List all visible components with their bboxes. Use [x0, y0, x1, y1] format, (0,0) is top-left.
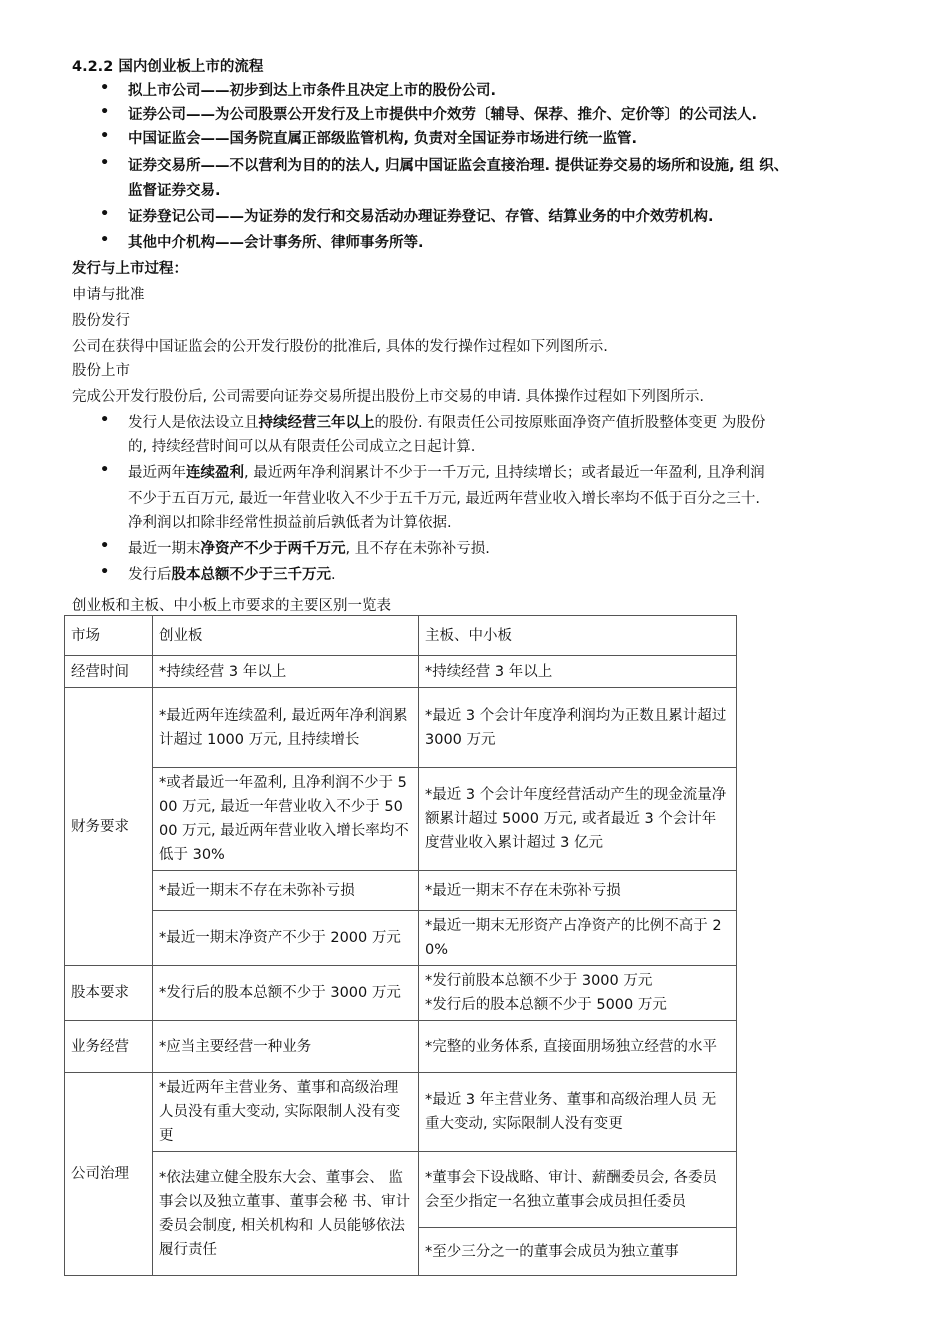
- table-row: [65, 911, 737, 966]
- table-cell: *应当主要经营一种业务: [153, 1021, 419, 1073]
- list-item-text: 监督证券交易.: [128, 183, 221, 199]
- list-item-text: 其他中介机构——会计事务所、律师事务所等.: [128, 235, 424, 251]
- step-listing-desc: 完成公开发行股份后, 公司需要向证券交易所提出股份上市交易的申请. 具体操作过程如下列图所示.: [72, 389, 705, 405]
- table-cell: *最近一期末不存在未弥补亏损: [419, 871, 737, 911]
- bullet-icon: •: [100, 564, 110, 580]
- bullet-icon: •: [100, 412, 110, 428]
- step-issue: 股份发行: [72, 313, 130, 329]
- table-cell: *或者最近一年盈利, 且净利润不少于 500 万元, 最近一年营业收入不少于 5000 万元, 最近两年营业收入增长率均不低于 30%: [153, 768, 419, 871]
- table-cell: *最近 3 年主营业务、董事和高级治理人员 无重大变动, 实际限制人没有变更: [419, 1073, 737, 1152]
- row-label: 公司治理: [65, 1073, 153, 1276]
- table-cell: *最近两年连续盈利, 最近两年净利润累计超过 1000 万元, 且持续增长: [153, 688, 419, 768]
- section-heading: 4.2.2 国内创业板上市的流程: [72, 59, 264, 75]
- list-item-text: 不少于五百万元, 最近一年营业收入不少于五千万元, 最近两年营业收入增长率均不低于百分之三十.: [128, 491, 761, 507]
- table-row: [65, 871, 737, 911]
- bullet-icon: •: [100, 206, 110, 222]
- table-cell: *完整的业务体系, 直接面朋场独立经营的水平: [419, 1021, 737, 1073]
- list-item-text: 证券交易所——不以营利为目的的法人, 归属中国证监会直接治理. 提供证券交易的场所和设施, 组 织、: [128, 158, 789, 174]
- step-apply: 申请与批准: [72, 287, 145, 303]
- list-item-text: 最近一期末净资产不少于两千万元, 且不存在未弥补亏损.: [128, 541, 490, 557]
- step-listing: 股份上市: [72, 363, 130, 379]
- bullet-icon: •: [100, 538, 110, 554]
- list-item-text: 发行人是依法设立且持续经营三年以上的股份. 有限责任公司按原账面净资产值折股整体变更 为股份: [128, 415, 766, 431]
- row-label: 财务要求: [65, 688, 153, 966]
- bullet-icon: •: [100, 462, 110, 478]
- bullet-icon: •: [100, 232, 110, 248]
- table-cell: *最近一期末无形资产占净资产的比例不高于 20%: [419, 911, 737, 966]
- bullet-icon: •: [100, 80, 110, 96]
- table-caption: 创业板和主板、中小板上市要求的主要区别一览表: [72, 598, 391, 614]
- table-row: [65, 1152, 737, 1228]
- list-item-text: 证券公司——为公司股票公开发行及上市提供中介效劳〔辅导、保荐、推介、定价等〕的公司法人.: [128, 107, 758, 123]
- list-item-text: 拟上市公司——初步到达上市条件且决定上市的股份公司.: [128, 83, 497, 99]
- bullet-icon: •: [100, 155, 110, 171]
- table-cell: *最近 3 个会计年度经营活动产生的现金流量净额累计超过 5000 万元, 或者最近 3 个会计年度营业收入累计超过 3 亿元: [419, 768, 737, 871]
- requirements-table: [64, 615, 737, 1276]
- table-row: [65, 768, 737, 871]
- table-row: [65, 966, 737, 1021]
- row-label: 经营时间: [65, 656, 153, 688]
- table-cell: *发行后的股本总额不少于 3000 万元: [153, 966, 419, 1021]
- cell-line: *发行后的股本总额不少于 5000 万元: [425, 997, 667, 1013]
- list-item-text: 发行后股本总额不少于三千万元.: [128, 567, 336, 583]
- table-cell: *依法建立健全股东大会、董事会、 监事会以及独立董事、董事会秘 书、审计委员会制度, 相关机构和 人员能够依法履行责任: [153, 1152, 419, 1276]
- table-row: [65, 656, 737, 688]
- header-cell-market: 市场: [65, 616, 153, 656]
- step-issue-desc: 公司在获得中国证监会的公开发行股份的批准后, 具体的发行操作过程如下列图所示.: [72, 339, 608, 355]
- table-cell: *最近 3 个会计年度净利润均为正数且累计超过 3000 万元: [419, 688, 737, 768]
- list-item-text: 中国证监会——国务院直属正部级监管机构, 负责对全国证券市场进行统一监管.: [128, 131, 638, 147]
- row-label: 业务经营: [65, 1021, 153, 1073]
- table-row: [65, 1021, 737, 1073]
- table-cell: *董事会下设战略、审计、薪酬委员会, 各委员会至少指定一名独立董事会成员担任委员: [419, 1152, 737, 1228]
- table-cell: *持续经营 3 年以上: [419, 656, 737, 688]
- table-row: [65, 688, 737, 768]
- header-cell-main: 主板、中小板: [419, 616, 737, 656]
- table-cell: [419, 966, 737, 1021]
- table-cell: *最近一期末不存在未弥补亏损: [153, 871, 419, 911]
- list-item-text: 净利润以扣除非经常性损益前后孰低者为计算依据.: [128, 515, 452, 531]
- process-title: 发行与上市过程：: [72, 261, 188, 277]
- table-cell: *最近两年主营业务、董事和高级治理人员没有重大变动, 实际限制人没有变更: [153, 1073, 419, 1152]
- table-header-row: [65, 616, 737, 656]
- bullet-icon: •: [100, 128, 110, 144]
- row-label: 股本要求: [65, 966, 153, 1021]
- bullet-icon: •: [100, 104, 110, 120]
- list-item-text: 最近两年连续盈利, 最近两年净利润累计不少于一千万元, 且持续增长；或者最近一年盈利, 且净利润: [128, 465, 765, 481]
- list-item-text: 证券登记公司——为证券的发行和交易活动办理证券登记、存管、结算业务的中介效劳机构.: [128, 209, 714, 225]
- cell-line: *发行前股本总额不少于 3000 万元: [425, 973, 653, 989]
- table-cell: *至少三分之一的董事会成员为独立董事: [419, 1228, 737, 1276]
- table-row: [65, 1073, 737, 1152]
- list-item-text: 的, 持续经营时间可以从有限责任公司成立之日起计算.: [128, 439, 476, 455]
- header-cell-gem: 创业板: [153, 616, 419, 656]
- table-cell: *持续经营 3 年以上: [153, 656, 419, 688]
- table-cell: *最近一期末净资产不少于 2000 万元: [153, 911, 419, 966]
